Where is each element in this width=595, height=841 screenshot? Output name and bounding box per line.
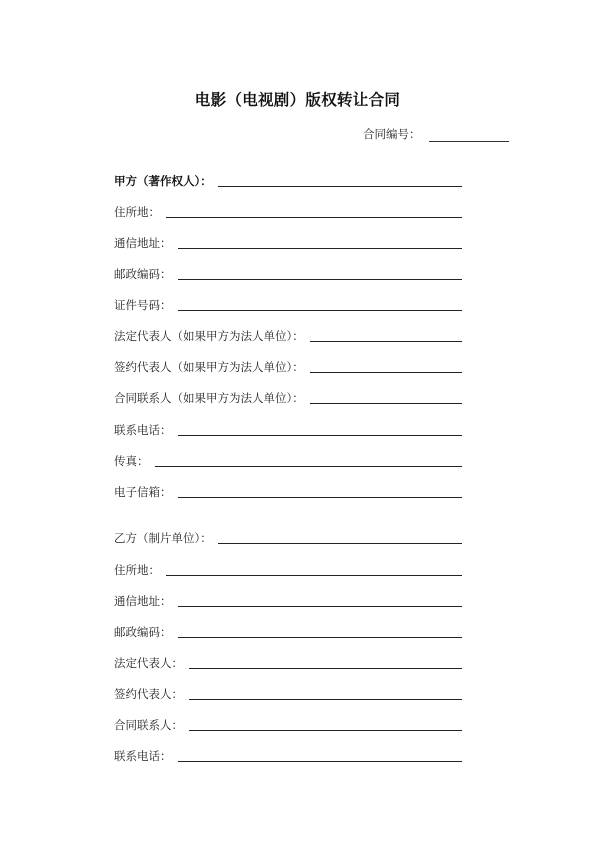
- party-a-fax-field: [114, 452, 462, 468]
- party-b-signing-rep-line[interactable]: [189, 699, 462, 700]
- party-a-mailing-address-label: 通信地址：: [114, 236, 172, 250]
- party-a-mailing-address-line[interactable]: [178, 248, 463, 249]
- party-a-email-label: 电子信箱：: [114, 485, 172, 499]
- party-b-contact-person-label: 合同联系人：: [114, 718, 183, 732]
- party-b-heading-label: 乙方（制片单位）：: [114, 531, 212, 545]
- party-a-contact-person-label: 合同联系人（如果甲方为法人单位）：: [114, 391, 304, 405]
- party-b-postal-code-label: 邮政编码：: [114, 625, 172, 639]
- party-b-phone-label: 联系电话：: [114, 749, 172, 763]
- party-b-phone-line[interactable]: [178, 761, 463, 762]
- party-a-signing-rep-field: [114, 358, 462, 374]
- party-a-signing-rep-label: 签约代表人（如果甲方为法人单位）：: [114, 360, 304, 374]
- party-a-legal-rep-label: 法定代表人（如果甲方为法人单位）：: [114, 329, 304, 343]
- contract-number-label: 合同编号：: [363, 127, 421, 141]
- party-a-heading-label: 甲方（著作权人）：: [114, 174, 212, 188]
- party-a-fax-line[interactable]: [155, 466, 463, 467]
- party-b-mailing-address-label: 通信地址：: [114, 594, 172, 608]
- party-a-address-label: 住所地：: [114, 205, 160, 219]
- party-b-address-label: 住所地：: [114, 563, 160, 577]
- party-a-contact-person-line[interactable]: [310, 403, 462, 404]
- party-b-legal-rep-field: [114, 654, 462, 670]
- party-a-id-number-label: 证件号码：: [114, 298, 172, 312]
- party-a-id-number-field: [114, 296, 462, 312]
- contract-number-blank[interactable]: [429, 129, 509, 142]
- party-b-postal-code-field: [114, 623, 462, 639]
- party-b-mailing-address-line[interactable]: [178, 606, 463, 607]
- party-b-contact-person-field: [114, 716, 462, 732]
- party-b-postal-code-line[interactable]: [178, 637, 463, 638]
- party-b-legal-rep-label: 法定代表人：: [114, 656, 183, 670]
- party-a-fax-label: 传真：: [114, 454, 149, 468]
- party-a-postal-code-line[interactable]: [178, 279, 463, 280]
- party-a-id-number-line[interactable]: [178, 310, 463, 311]
- party-b-address-line[interactable]: [166, 575, 462, 576]
- party-b-legal-rep-line[interactable]: [189, 668, 462, 669]
- party-b-phone-field: [114, 747, 462, 763]
- party-b-mailing-address-field: [114, 592, 462, 608]
- party-a-mailing-address-field: [114, 234, 462, 250]
- party-a-signing-rep-line[interactable]: [310, 372, 462, 373]
- party-a-postal-code-field: [114, 265, 462, 281]
- party-b-signing-rep-label: 签约代表人：: [114, 687, 183, 701]
- party-a-name-line[interactable]: [218, 186, 462, 187]
- party-a-email-line[interactable]: [178, 497, 463, 498]
- party-b-heading: [114, 529, 462, 545]
- party-a-phone-label: 联系电话：: [114, 423, 172, 437]
- party-b-name-line[interactable]: [218, 543, 462, 544]
- party-b-contact-person-line[interactable]: [189, 730, 462, 731]
- party-a-contact-person-field: [114, 389, 462, 405]
- party-a-address-field: [114, 203, 462, 219]
- party-a-address-line[interactable]: [166, 217, 462, 218]
- party-a-postal-code-label: 邮政编码：: [114, 267, 172, 281]
- party-a-heading: [114, 172, 462, 188]
- party-a-email-field: [114, 483, 462, 499]
- party-a-legal-rep-line[interactable]: [310, 341, 462, 342]
- party-a-phone-field: [114, 421, 462, 437]
- contract-number: [363, 126, 509, 142]
- party-a-legal-rep-field: [114, 327, 462, 343]
- party-a-phone-line[interactable]: [178, 435, 463, 436]
- party-b-address-field: [114, 561, 462, 577]
- page-title: 电影（电视剧）版权转让合同: [194, 91, 401, 109]
- party-b-signing-rep-field: [114, 685, 462, 701]
